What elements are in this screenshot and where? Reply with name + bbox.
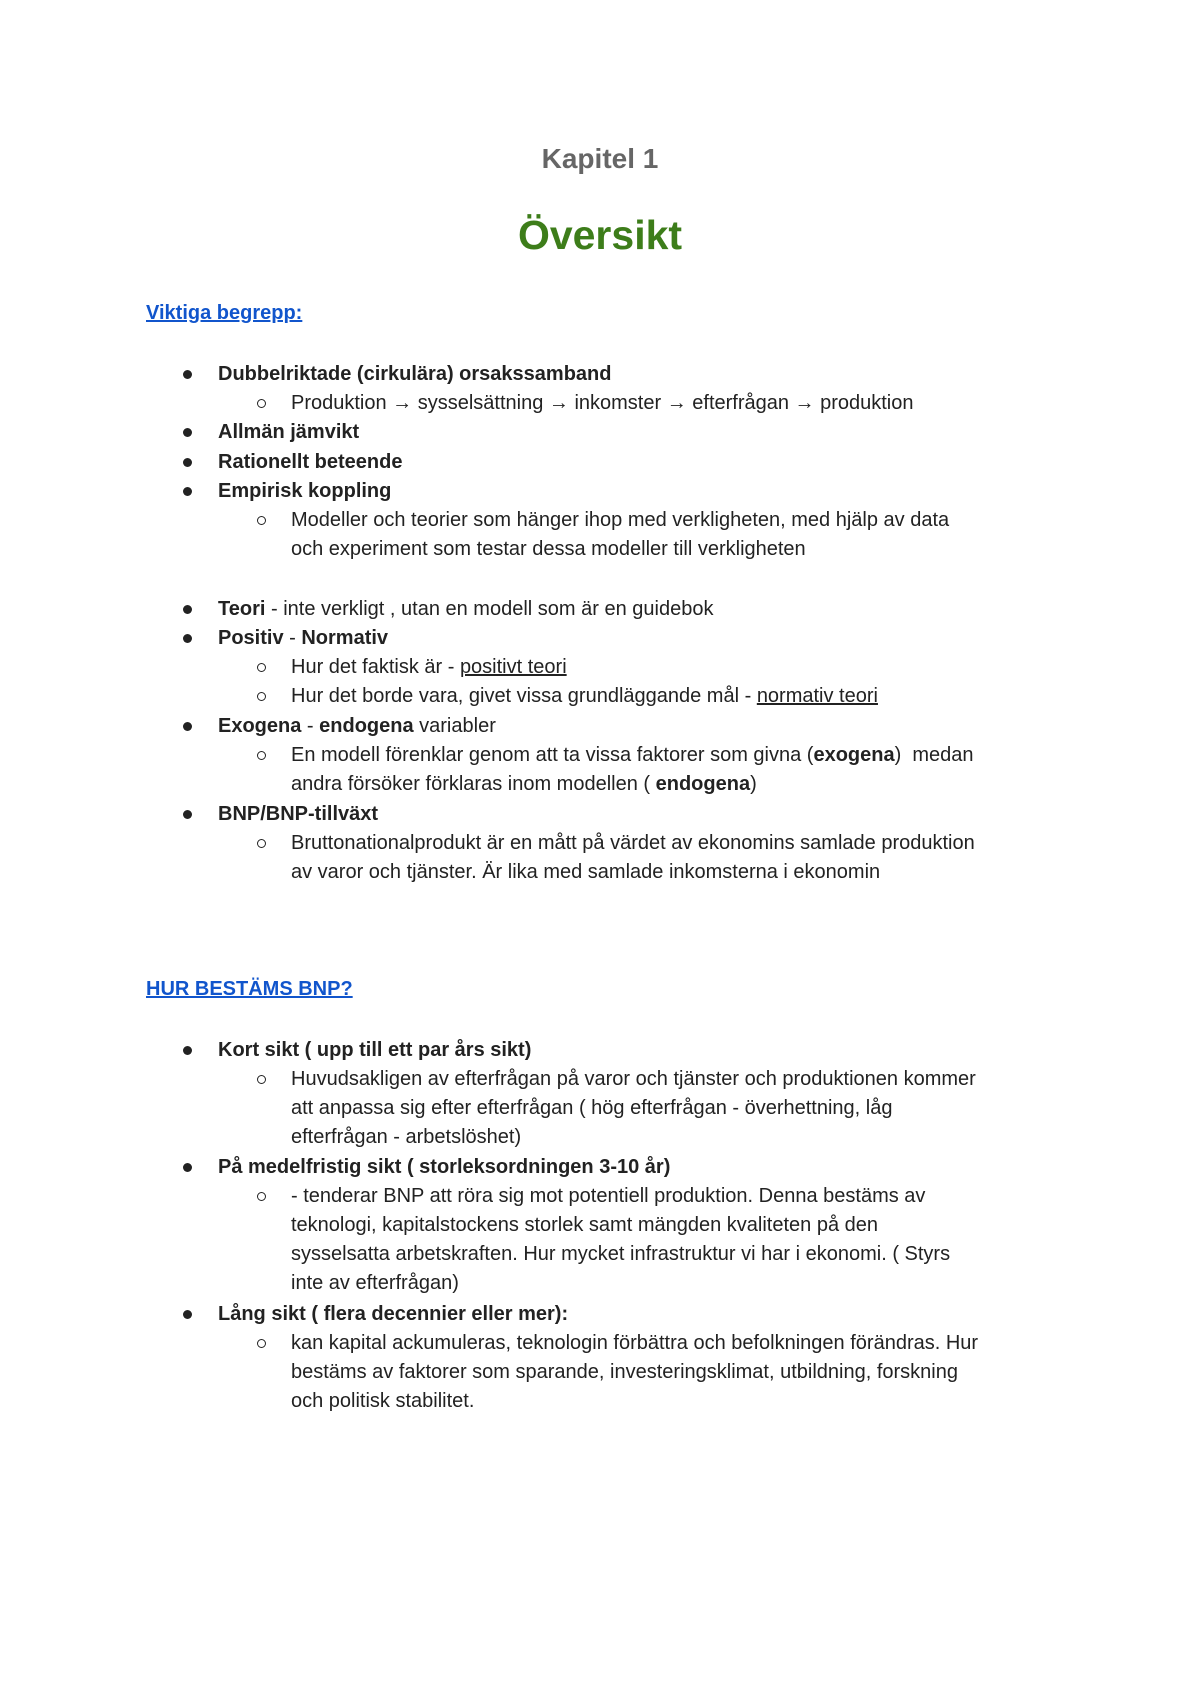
bullet-icon: [183, 1163, 192, 1172]
list-item: Rationellt beteende: [218, 451, 403, 473]
list-subitem: Modeller och teorier som hänger ihop med verkligheten, med hjälp av data: [291, 509, 950, 531]
list-subitem-continuation: inte av efterfrågan): [291, 1272, 459, 1294]
list-item: BNP/BNP-tillväxt: [218, 803, 379, 825]
list-subitem: - tenderar BNP att röra sig mot potentiell produktion. Denna bestäms av: [291, 1185, 926, 1207]
hollow-bullet-icon: [257, 692, 266, 701]
list-subitem-continuation: andra försöker förklaras inom modellen ( endogena): [291, 773, 757, 795]
hollow-bullet-icon: [257, 751, 266, 760]
list-subitem-continuation: och experiment som testar dessa modeller till verkligheten: [291, 538, 806, 560]
bullet-icon: [183, 1046, 192, 1055]
list-subitem: kan kapital ackumuleras, teknologin förbättra och befolkningen förändras. Hur: [291, 1332, 979, 1354]
chapter-heading: Kapitel 1: [541, 143, 659, 174]
list-subitem-continuation: och politisk stabilitet.: [291, 1390, 475, 1412]
list-item: Empirisk koppling: [218, 480, 392, 502]
hollow-bullet-icon: [257, 839, 266, 848]
list-subitem-continuation: efterfrågan - arbetslöshet): [291, 1126, 522, 1148]
list-item: Lång sikt ( flera decennier eller mer):: [218, 1303, 569, 1325]
list-item: Positiv - Normativ: [218, 627, 389, 649]
bullet-icon: [183, 458, 192, 467]
list-item: På medelfristig sikt ( storleksordningen 3-10 år): [218, 1156, 671, 1178]
hollow-bullet-icon: [257, 1075, 266, 1084]
list-subitem: Huvudsakligen av efterfrågan på varor och tjänster och produktionen kommer: [291, 1068, 976, 1090]
list-item: Dubbelriktade (cirkulära) orsakssamband: [218, 363, 612, 385]
bullet-icon: [183, 487, 192, 496]
bullet-icon: [183, 605, 192, 614]
list-item: Kort sikt ( upp till ett par års sikt): [218, 1039, 532, 1061]
section-heading-viktiga-begrepp: Viktiga begrepp:: [146, 302, 303, 324]
bullet-icon: [183, 634, 192, 643]
bullet-icon: [183, 810, 192, 819]
list-subitem-continuation: bestäms av faktorer som sparande, investeringsklimat, utbildning, forskning: [291, 1361, 958, 1383]
hollow-bullet-icon: [257, 1192, 266, 1201]
bullet-icon: [183, 428, 192, 437]
hollow-bullet-icon: [257, 399, 266, 408]
list-item: Teori - inte verkligt , utan en modell som är en guidebok: [218, 598, 714, 620]
list-subitem-continuation: sysselsatta arbetskraften. Hur mycket infrastruktur vi har i ekonomi. ( Styrs: [291, 1243, 951, 1265]
list-subitem: Produktion → sysselsättning → inkomster → efterfrågan → produktion: [291, 392, 914, 414]
hollow-bullet-icon: [257, 516, 266, 525]
list-subitem: En modell förenklar genom att ta vissa faktorer som givna (exogena) medan: [291, 744, 974, 766]
list-subitem: Hur det faktisk är - positivt teori: [291, 656, 567, 678]
bullet-icon: [183, 1310, 192, 1319]
section-heading-hur-bestams-bnp: HUR BESTÄMS BNP?: [146, 978, 353, 1000]
list-subitem: Bruttonationalprodukt är en mått på värdet av ekonomins samlade produktion: [291, 832, 975, 854]
list-item: Exogena - endogena variabler: [218, 715, 496, 737]
list-subitem: Hur det borde vara, givet vissa grundläggande mål - normativ teori: [291, 685, 878, 707]
list-item: Allmän jämvikt: [218, 421, 360, 443]
list-subitem-continuation: teknologi, kapitalstockens storlek samt mängden kvaliteten på den: [291, 1214, 879, 1236]
bullet-icon: [183, 370, 192, 379]
list-subitem-continuation: av varor och tjänster. Är lika med samlade inkomsterna i ekonomin: [291, 861, 881, 883]
hollow-bullet-icon: [257, 1339, 266, 1348]
bullet-icon: [183, 722, 192, 731]
page-title: Översikt: [517, 212, 683, 258]
list-subitem-continuation: att anpassa sig efter efterfrågan ( hög efterfrågan - överhettning, låg: [291, 1097, 893, 1119]
hollow-bullet-icon: [257, 663, 266, 672]
